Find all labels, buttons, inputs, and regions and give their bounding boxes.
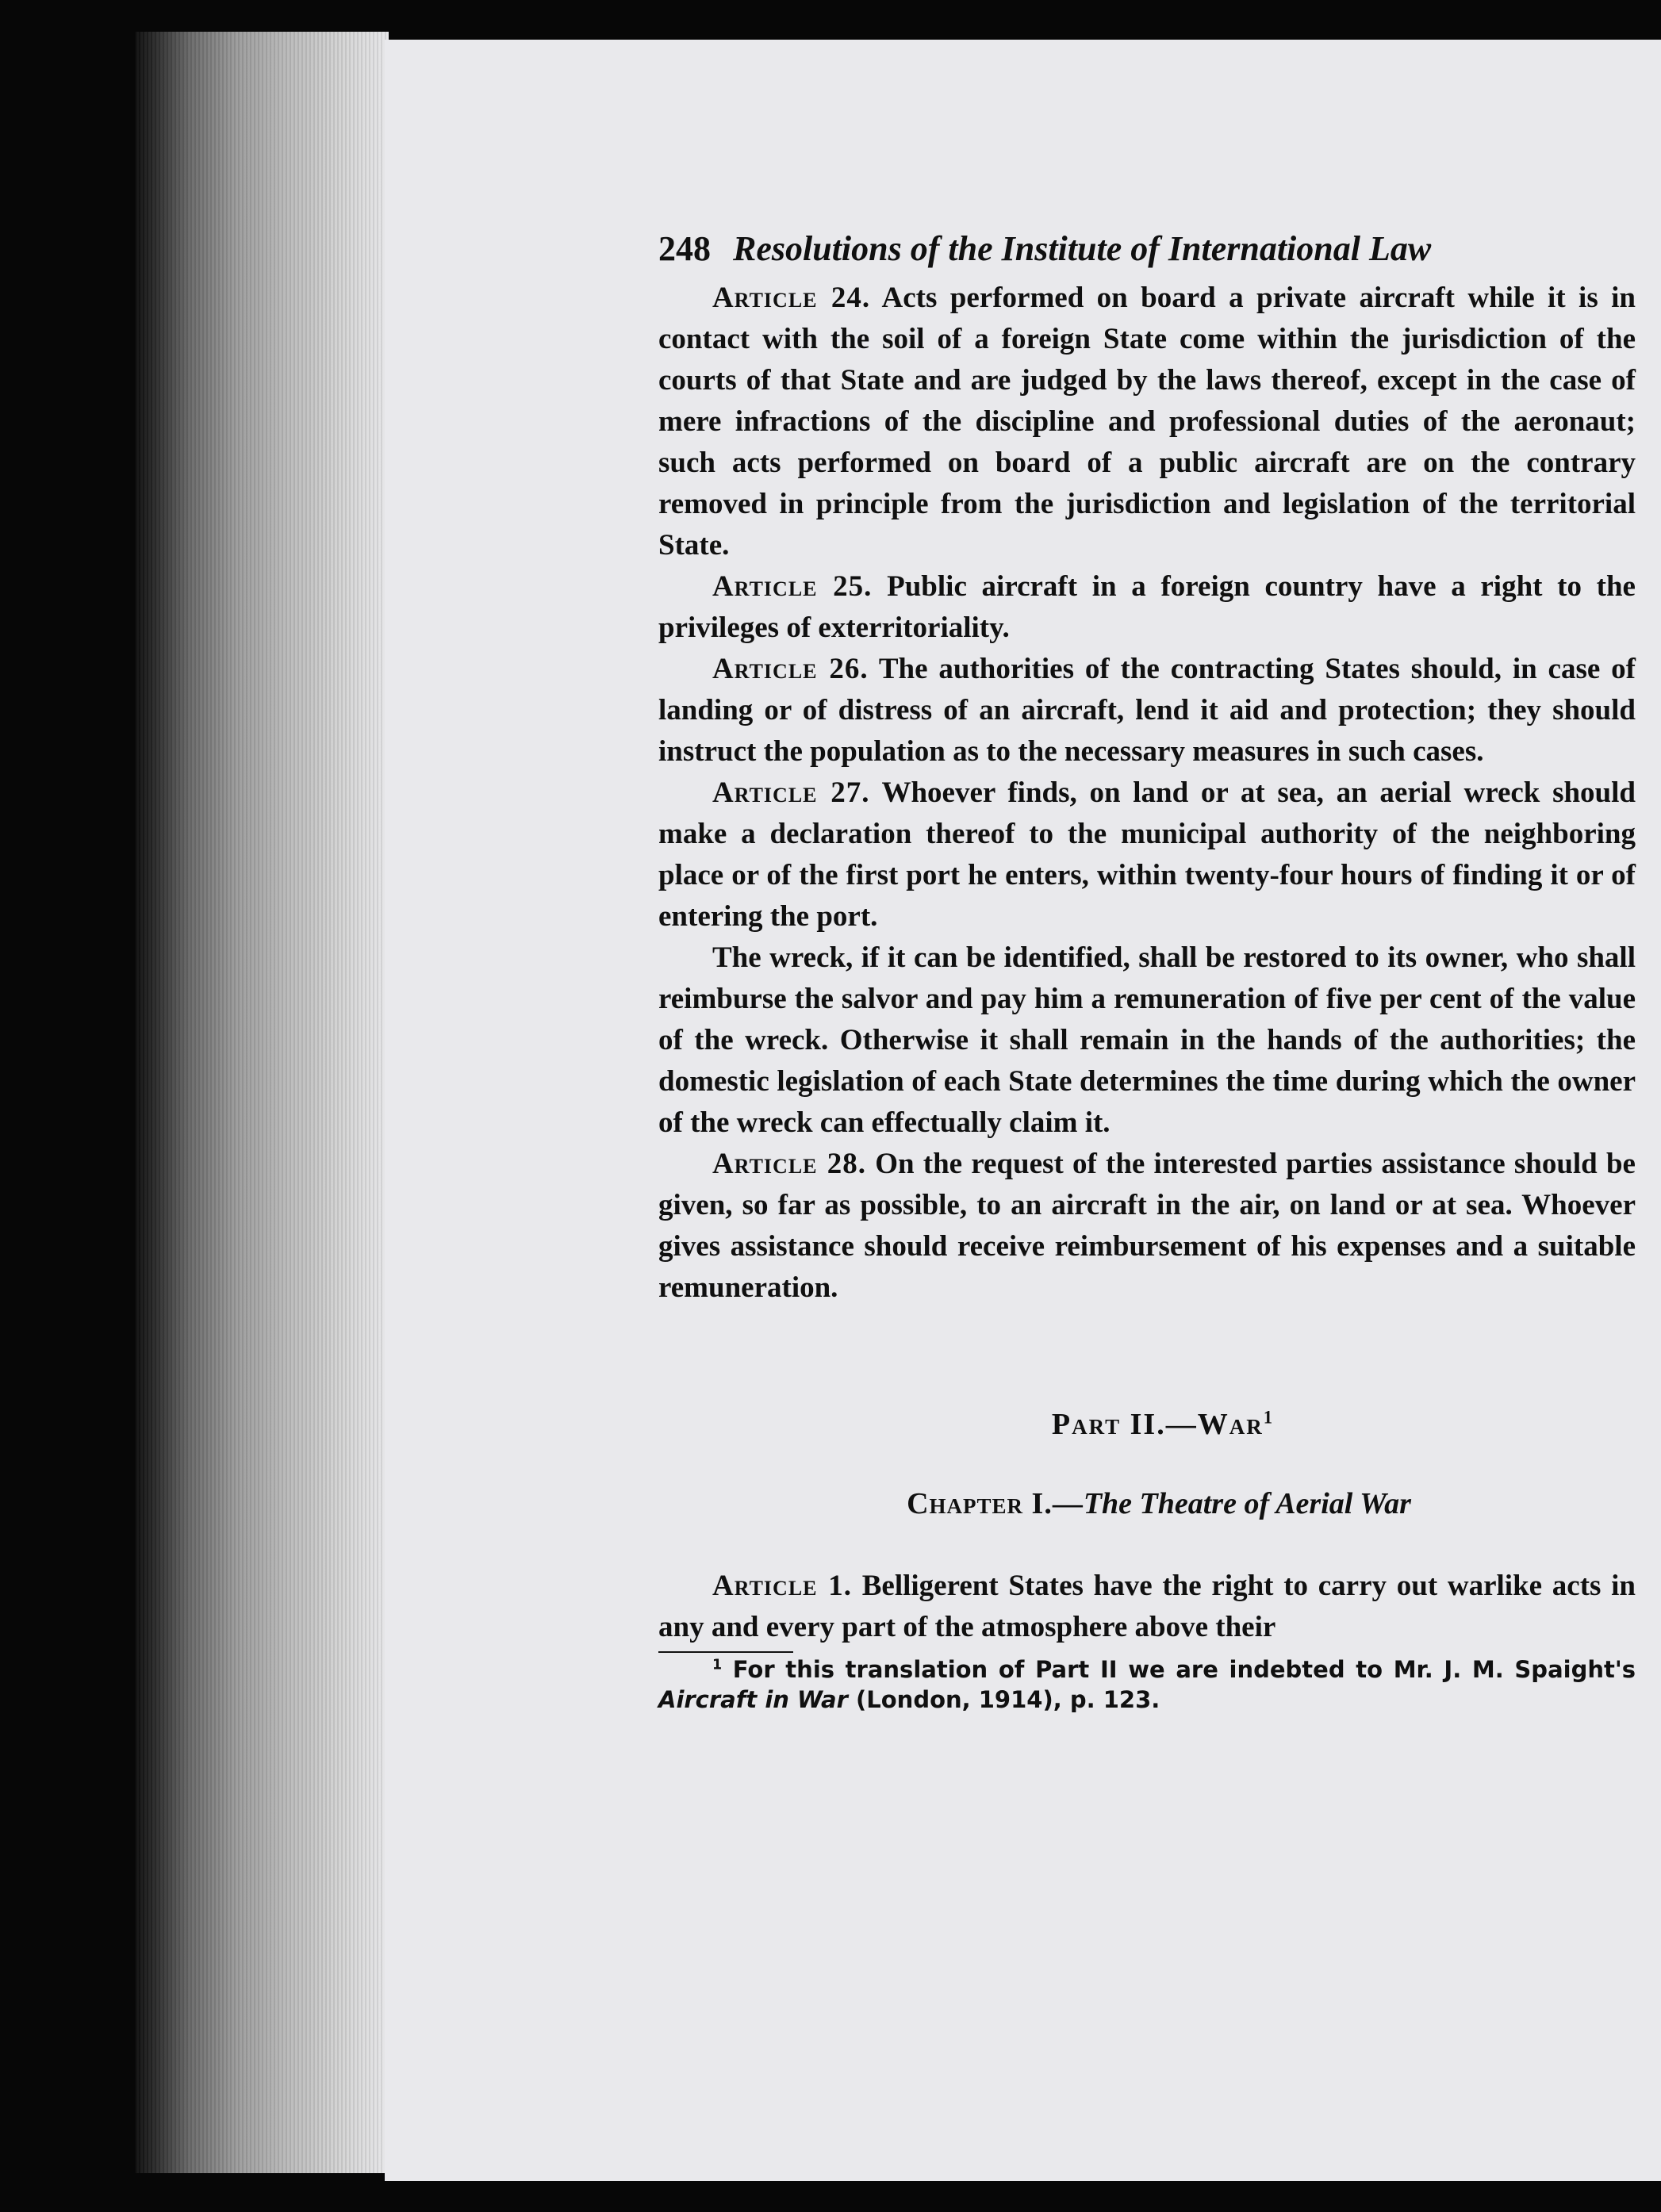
article-text: The authorities of the contracting States should, in case of landing or of distress of an aircraft, lend it aid and protection; they should instruct the population as to the necessary measures in such cases. — [658, 653, 1636, 768]
article-label: Article 26. — [712, 653, 869, 685]
article-paragraph — [658, 1144, 1636, 1309]
articles-section — [658, 278, 1636, 1309]
chapter-label: Chapter I.— — [907, 1487, 1084, 1520]
article-label: Article 28. — [712, 1148, 866, 1180]
article-text: Public aircraft in a foreign country have a right to the privileges of exterritoriality. — [658, 570, 1636, 644]
paragraph-text: The wreck, if it can be identified, shall be restored to its owner, who shall reimburse the salvor and pay him a remuneration of five per cent of the value of the wreck. Otherwise it shall remain in the hands of the authorities; the domestic legislation of each State determines the time during which the owner of the wreck can effectually claim it. — [658, 941, 1636, 1139]
footnote-book-title: Aircraft in War — [658, 1686, 848, 1713]
article-text: Acts performed on board a private aircraft while it is in contact with the soil of a foreign State come within the jurisdiction of the courts of that State and are judged by the laws thereof, except in the case of mere infractions of the discipline and professional duties of the aeronaut; such acts performed on board of a public aircraft are on the contrary removed in principle from the jurisdiction and legislation of the territorial State. — [658, 282, 1636, 562]
article-paragraph — [658, 1566, 1636, 1648]
article-text: Belligerent States have the right to carry out warlike acts in any and every part of the atmosphere above their — [658, 1570, 1636, 1643]
book-gutter-shadow — [135, 32, 389, 2173]
article-label: Article 25. — [712, 570, 873, 603]
footnote — [658, 1654, 1636, 1715]
chapter-heading — [658, 1483, 1636, 1524]
page-content — [658, 206, 1636, 1715]
article-text: Whoever finds, on land or at sea, an aerial wreck should make a declaration thereof to the municipal authority of the neighboring place or of the first port he enters, within twenty-four hours of finding it or of entering the port. — [658, 776, 1636, 933]
article-paragraph — [658, 566, 1636, 649]
chapter-title: The Theatre of Aerial War — [1083, 1487, 1411, 1520]
part-heading-text: Part II.—War — [1051, 1408, 1264, 1441]
article-paragraph — [658, 649, 1636, 772]
article-paragraph — [658, 278, 1636, 566]
continuation-paragraph — [658, 937, 1636, 1144]
article-label: Article 24. — [712, 282, 871, 314]
page-number: 248 — [658, 229, 711, 268]
running-title: Resolutions of the Institute of International Law — [733, 229, 1432, 268]
article-label: Article 1. — [712, 1570, 852, 1602]
article-label: Article 27. — [712, 776, 870, 809]
footnote-divider — [658, 1651, 793, 1653]
article-paragraph — [658, 772, 1636, 937]
footnote-text: For this translation of Part II we are indebted to Mr. J. M. Spaight's — [732, 1656, 1636, 1683]
part-heading — [658, 1404, 1636, 1445]
footnote-citation: (London, 1914), p. 123. — [856, 1686, 1160, 1713]
footnote-reference: 1 — [1263, 1407, 1275, 1428]
running-head — [658, 228, 1636, 270]
footnote-mark: 1 — [712, 1657, 723, 1673]
book-page — [385, 40, 1661, 2181]
article-text: On the request of the interested parties assistance should be given, so far as possible, to an aircraft in the air, on land or at sea. Whoever gives assistance should receive reimbursement of his expenses and a suitable remuneration. — [658, 1148, 1636, 1304]
